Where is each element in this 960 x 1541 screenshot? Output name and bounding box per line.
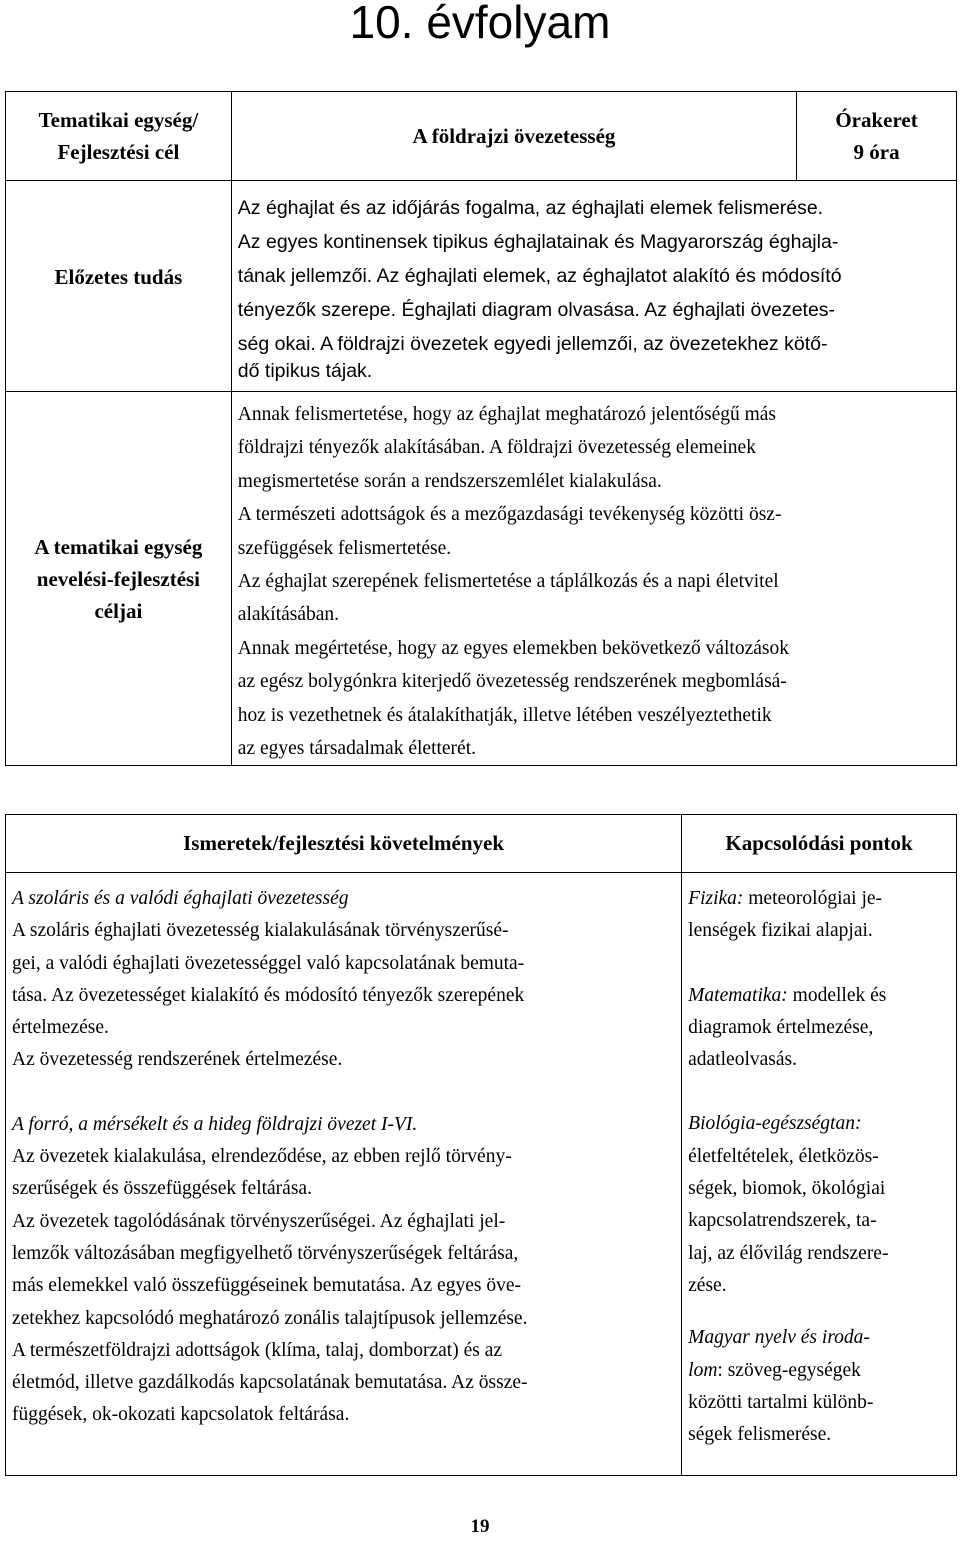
text-line: adatleolvasás. — [688, 1049, 797, 1071]
text-line: A szoláris éghajlati övezetesség kialakulásának törvényszerűsé- — [12, 920, 509, 942]
text-line: meteorológiai je- — [743, 888, 883, 909]
header-left-line: Tematikai egység/ — [38, 108, 199, 132]
text-line: megismertetése során a rendszerszemlélet kialakulása. — [237, 470, 662, 492]
page-number: 19 — [470, 1516, 490, 1537]
hours-value: 9 óra — [853, 140, 900, 164]
text-line: szerűségek és összefüggések feltárása. — [12, 1178, 312, 1200]
text-line: tának jellemzői. Az éghajlati elemek, az éghajlatot alakító és módosító — [237, 265, 842, 287]
text-line: értelmezése. — [12, 1017, 109, 1039]
text-line: életfeltételek, életközös- — [688, 1145, 879, 1167]
links-content — [682, 873, 957, 1476]
text-line: Az övezetek kialakulása, elrendeződése, az ebben rejlő törvény- — [12, 1146, 512, 1168]
text-line: tényezők szerepe. Éghajlati diagram olvasása. Az éghajlati övezetes- — [237, 299, 836, 321]
text-line: dő tipikus tájak. — [237, 360, 373, 382]
text-line: zése. — [688, 1274, 727, 1296]
text-line: Az éghajlat és az időjárás fogalma, az éghajlati elemek felismerése. — [237, 197, 824, 219]
link-physics — [688, 883, 950, 948]
link-biology — [688, 1108, 950, 1302]
unit-header-left — [6, 92, 232, 181]
text-line: Az egyes kontinensek tipikus éghajlatainak és Magyarország éghajla- — [237, 231, 839, 253]
text-line: A természetföldrajzi adottságok (klíma, talaj, domborzat) és az — [12, 1339, 503, 1361]
text-line: ségek felismerése. — [688, 1424, 832, 1446]
prior-knowledge-label — [6, 181, 232, 392]
link-math — [688, 980, 950, 1077]
requirements-content — [6, 873, 682, 1476]
text-line: az egész bolygónkra kiterjedő övezetesség rendszerének megbomlásá- — [237, 671, 787, 693]
subject-label: lom — [688, 1359, 718, 1381]
prior-label-text: Előzetes tudás — [54, 265, 183, 289]
text-line: gei, a valódi éghajlati övezetességgel való kapcsolatának bemuta- — [12, 952, 525, 974]
text-line: lemzők változásában megfigyelhető törvényszerűségek feltárása, — [12, 1242, 519, 1264]
text-line: tása. Az övezetességet kialakító és módosító tényezők szerepének — [12, 984, 525, 1006]
text-line: laj, az élővilág rendszere- — [688, 1242, 889, 1264]
requirements-header: Ismeretek/fejlesztési követelmények — [6, 815, 682, 873]
header-left-line: Fejlesztési cél — [57, 140, 180, 164]
unit-table — [5, 91, 957, 766]
unit-header-right — [797, 92, 957, 181]
text-line: más elemekkel való összefüggéseinek bemutatása. Az egyes öve- — [12, 1275, 521, 1297]
subject-label: Matematika: — [688, 984, 788, 1006]
hours-label: Órakeret — [835, 108, 918, 132]
text-line: diagramok értelmezése, — [688, 1016, 874, 1038]
goals-text — [231, 392, 956, 766]
subject-label: Biológia-egészségtan: — [688, 1113, 862, 1135]
unit-header-center: A földrajzi övezetesség — [231, 92, 796, 181]
text-line: hoz is vezethetnek és átalakíthatják, illetve létében veszélyeztethetik — [237, 704, 772, 726]
text-line: Az övezetesség rendszerének értelmezése. — [12, 1049, 343, 1071]
text-line: ségek, biomok, ökológiai — [688, 1178, 886, 1200]
text-line: Az éghajlat szerepének felismertetése a táplálkozás és a napi életvitel — [237, 571, 779, 593]
goals-label-line: nevelési-fejlesztési — [36, 566, 201, 591]
section-title: A szoláris és a valódi éghajlati övezetesség — [12, 888, 349, 909]
text-line: Annak felismertetése, hogy az éghajlat meghatározó jelentőségű más — [237, 404, 777, 425]
prior-knowledge-text — [231, 181, 956, 392]
links-header: Kapcsolódási pontok — [682, 815, 957, 873]
link-hungarian — [688, 1322, 950, 1451]
text-line: földrajzi tényezők alakításában. A földrajzi övezetesség elemeinek — [237, 437, 756, 459]
text-line: függések, ok-okozati kapcsolatok feltárása. — [12, 1404, 350, 1426]
page-title: 10. évfolyam — [349, 0, 611, 48]
goals-label-line: A tematikai egység — [34, 534, 203, 559]
text-line: modellek és — [787, 984, 887, 1006]
text-line: zetekhez kapcsolódó meghatározó zonális talajtípusok jellemzése. — [12, 1307, 528, 1329]
subject-label: Fizika: — [688, 888, 744, 909]
text-line: az egyes társadalmak életterét. — [237, 738, 476, 760]
text-line: kapcsolatrendszerek, ta- — [688, 1210, 877, 1232]
section-title: A forró, a mérsékelt és a hideg földrajzi övezet I-VI. — [12, 1113, 418, 1135]
requirements-table — [5, 814, 957, 1476]
text-line: lenségek fizikai alapjai. — [688, 920, 873, 942]
text-line: A természeti adottságok és a mezőgazdasági tevékenység közötti ösz- — [237, 504, 782, 526]
text-line: életmód, illetve gazdálkodás kapcsolatának bemutatása. Az össze- — [12, 1372, 528, 1394]
text-line: Annak megértetése, hogy az egyes elemekben bekövetkező változások — [237, 637, 789, 659]
subject-label: Magyar nyelv és iroda- — [688, 1327, 870, 1349]
text-line: Az övezetek tagolódásának törvényszerűségei. Az éghajlati jel- — [12, 1210, 506, 1232]
text-line: ség okai. A földrajzi övezetek egyedi jellemzői, az övezetekhez kötő- — [237, 333, 828, 355]
text-line: : szöveg-egységek — [717, 1359, 861, 1381]
text-line: közötti tartalmi különb- — [688, 1391, 874, 1413]
text-line: alakításában. — [237, 604, 340, 626]
goals-label — [6, 392, 232, 766]
goals-label-line: céljai — [94, 598, 143, 623]
text-line: szefüggések felismertetése. — [237, 537, 452, 559]
